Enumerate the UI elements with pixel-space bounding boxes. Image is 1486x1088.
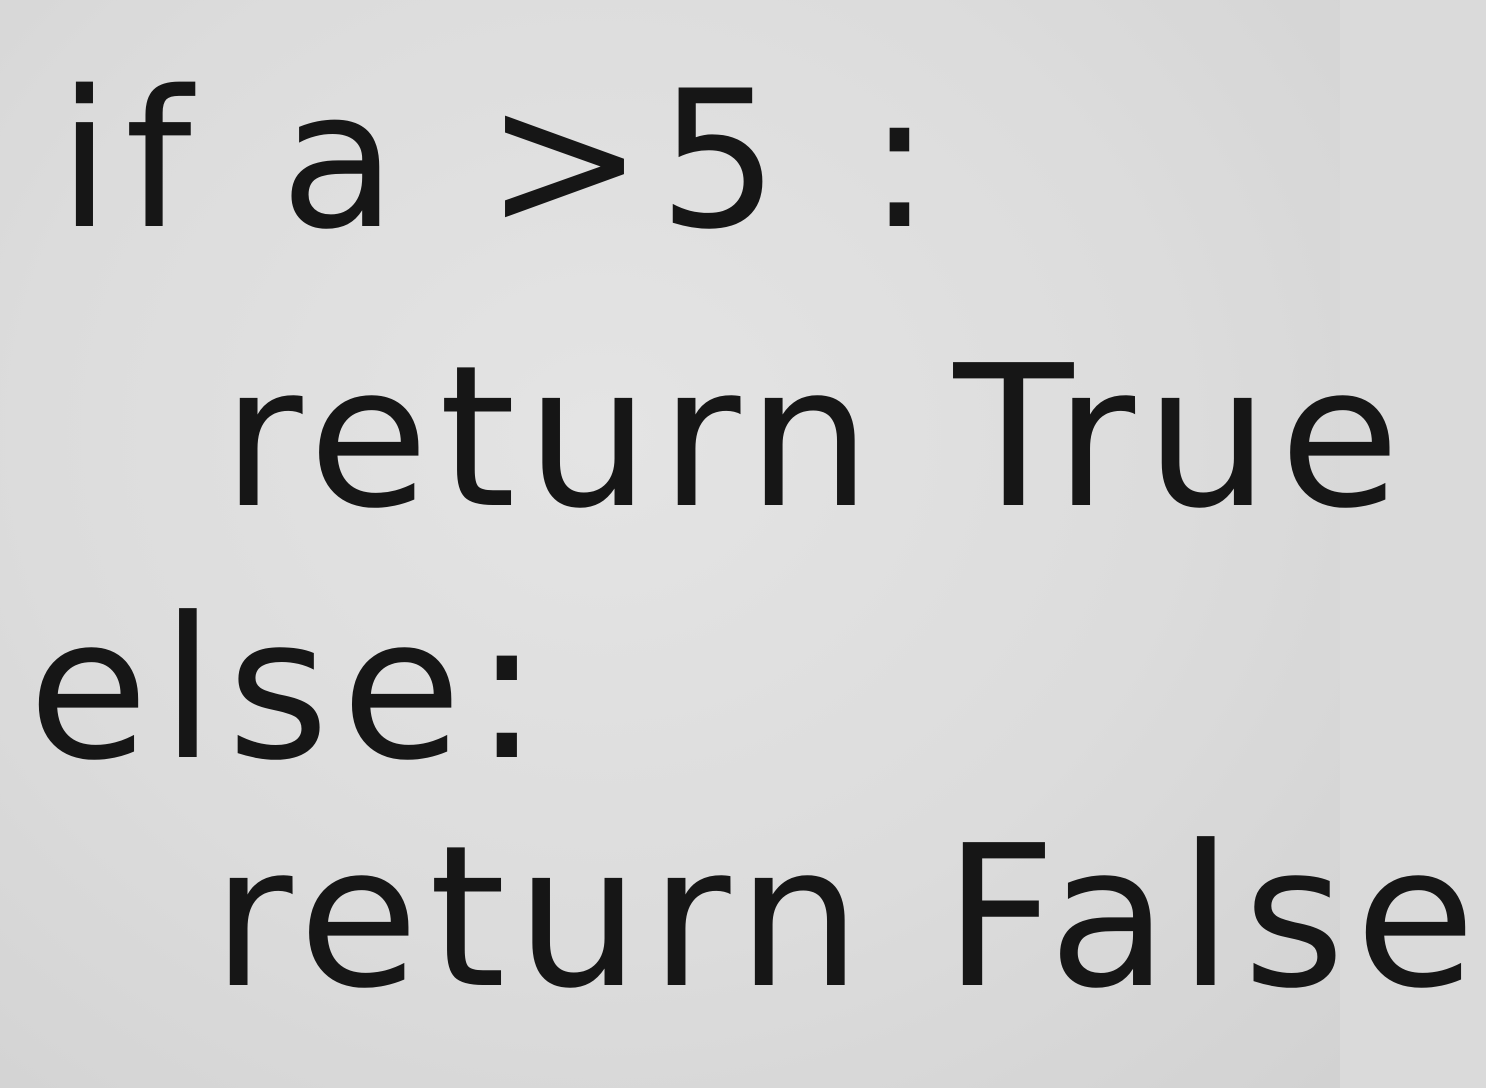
code-line-return-true: return True (222, 324, 1410, 552)
code-line-return-false: return False (212, 804, 1486, 1032)
code-line-else: else: (28, 576, 552, 804)
code-line-if: if a >5 : (58, 50, 946, 271)
